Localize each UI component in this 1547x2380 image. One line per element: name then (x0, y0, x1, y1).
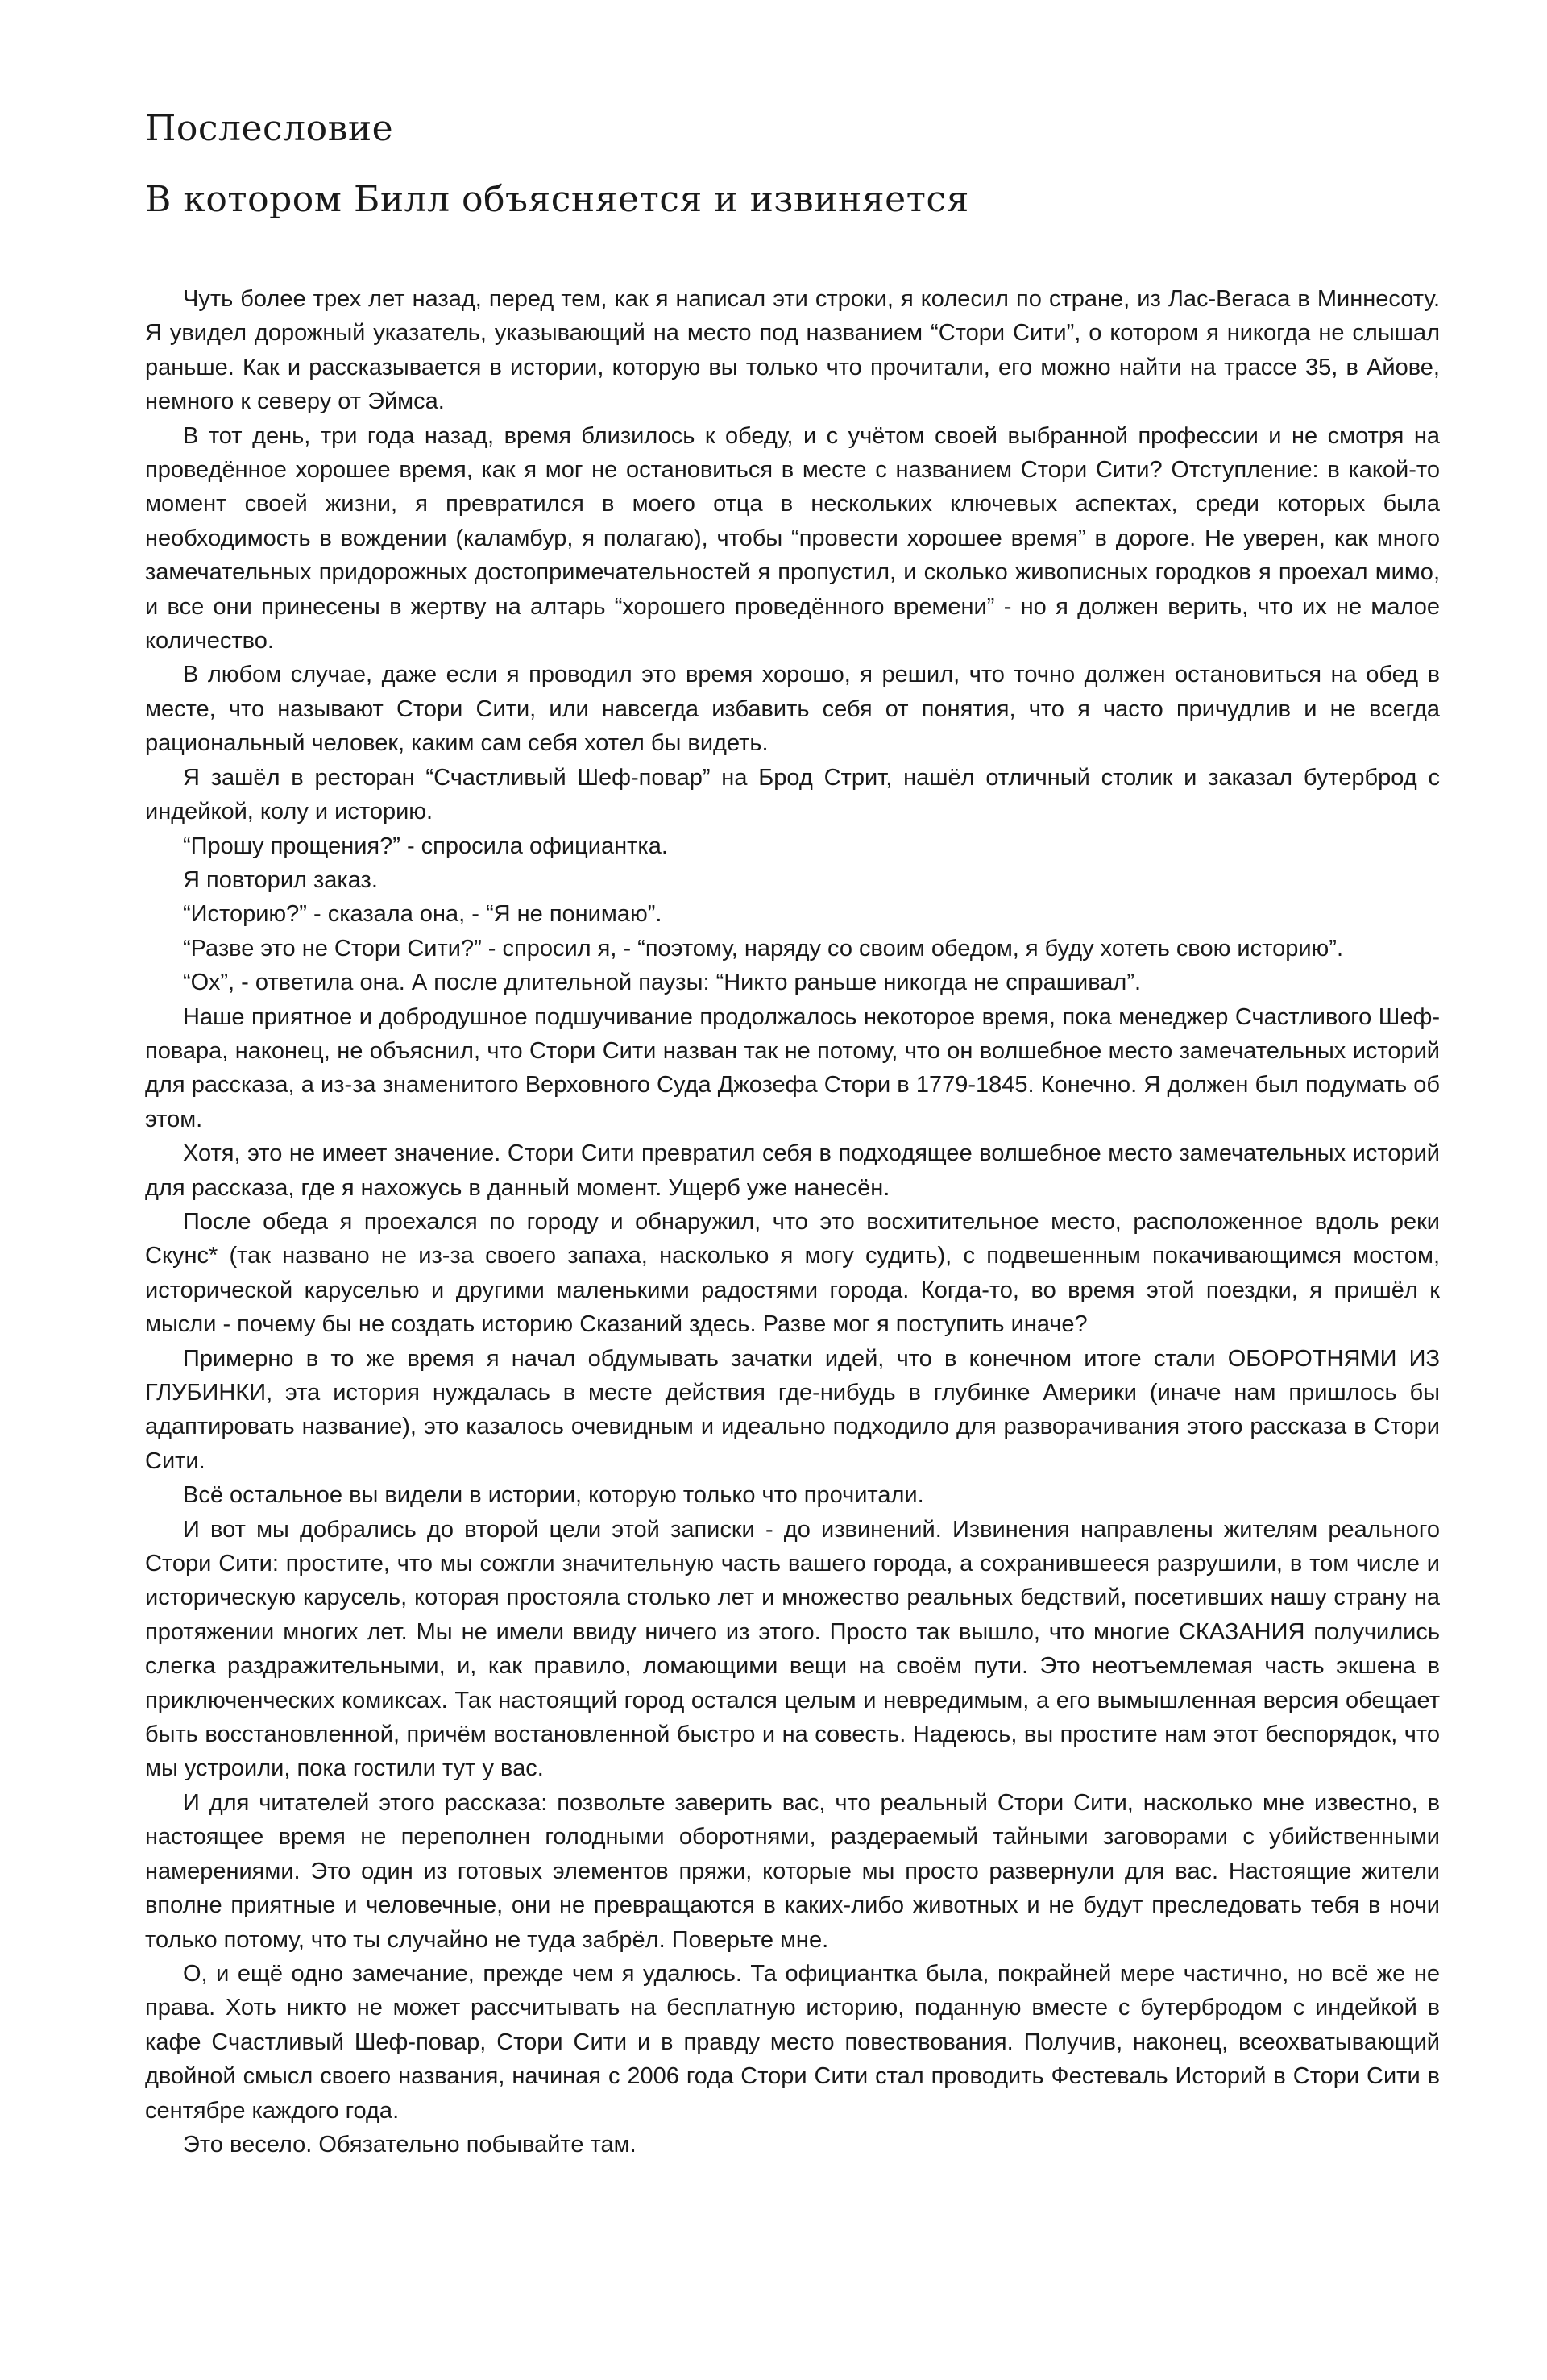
page-subtitle: В котором Билл объясняется и извиняется (145, 179, 969, 220)
body-text (145, 282, 1440, 2162)
paragraph: Я зашёл в ресторан “Счастливый Шеф-повар” на Брод Стрит, нашёл отличный столик и заказал бутерброд с индейкой, колу и историю. (145, 764, 1440, 825)
page-title: Послесловие (145, 108, 394, 149)
paragraph: “Историю?” - сказала она, - “Я не понимаю”. (183, 901, 662, 928)
paragraph: Хотя, это не имеет значение. Стори Сити превратил себя в подходящее волшебное место замечательных историй для рассказа, где я нахожусь в данный момент. Ущерб уже нанесён. (145, 1140, 1440, 1201)
paragraph: И вот мы добрались до второй цели этой записки - до извинений. Извинения направлены жителям реального Стори Сити: простите, что мы сожгли значительную часть вашего города, а сохранившееся разрушили, в том числе и историческую карусель, которая простояла столько лет и множество реальных бедствий, посетивших нашу страну на протяжении многих лет. Мы не имели ввиду ничего из этого. Просто так вышло, что многие СКАЗАНИЯ получились слегка раздражительными, и, как правило, ломающими вещи на своём пути. Это неотъемлемая часть экшена в приключенческих комиксах. Так настоящий город остался целым и невредимым, а его вымышленная версия обещает быть восстановленной, причём востановленной быстро и на совесть. Надеюсь, вы простите нам этот беспорядок, что мы устроили, пока гостили тут у вас. (145, 1516, 1440, 1782)
paragraph: “Разве это не Стори Сити?” - спросил я, - “поэтому, наряду со своим обедом, я буду хотеть свою историю”. (183, 935, 1344, 962)
paragraph: В тот день, три года назад, время близилось к обеду, и с учётом своей выбранной профессии и не смотря на проведённое хорошее время, как я мог не остановиться в месте с названием Стори Сити? Отступление: в какой-то момент своей жизни, я превратился в моего отца в нескольких ключевых аспектах, среди которых была необходимость в вождении (каламбур, я полагаю), чтобы “провести хорошее время” в дороге. Не уверен, как много замечательных придорожных достопримечательностей я пропустил, и сколько живописных городков я проехал мимо, и все они принесены в жертву на алтарь “хорошего проведённого времени” - но я должен верить, что их не малое количество. (145, 422, 1440, 654)
paragraph: Чуть более трех лет назад, перед тем, как я написал эти строки, я колесил по стране, из Лас-Вегаса в Миннесоту. Я увидел дорожный указатель, указывающий на место под названием “Стори Сити”, о котором я никогда не слышал раньше. Как и рассказывается в истории, которую вы только что прочитали, его можно найти на трассе 35, в Айове, немного к северу от Эймса. (145, 286, 1440, 415)
paragraph: Это весело. Обязательно побывайте там. (183, 2131, 637, 2158)
paragraph: Наше приятное и добродушное подшучивание продолжалось некоторое время, пока менеджер Счастливого Шеф-повара, наконец, не объяснил, что Стори Сити назван так не потому, что он волшебное место замечательных историй для рассказа, а из-за знаменитого Верховного Суда Джозефа Стори в 1779-1845. Конечно. Я должен был подумать об этом. (145, 1003, 1440, 1132)
paragraph: “Прошу прощения?” - спросила официантка. (183, 833, 668, 859)
paragraph: Примерно в то же время я начал обдумывать зачатки идей, что в конечном итоге стали ОБОРОТНЯМИ ИЗ ГЛУБИНКИ, эта история нуждалась в месте действия где-нибудь в глубинке Америки (иначе нам пришлось бы адаптировать название), это казалось очевидным и идеально подходило для разворачивания этого рассказа в Стори Сити. (145, 1345, 1440, 1474)
paragraph: В любом случае, даже если я проводил это время хорошо, я решил, что точно должен остановиться на обед в месте, что называют Стори Сити, или навсегда избавить себя от понятия, что я часто причудлив и не всегда рациональный человек, каким сам себя хотел бы видеть. (145, 662, 1440, 757)
paragraph: И для читателей этого рассказа: позвольте заверить вас, что реальный Стори Сити, насколько мне известно, в настоящее время не переполнен голодными оборотнями, раздераемый тайными заговорами с убийственными намерениями. Это один из готовых элементов пряжи, которые мы просто развернули для вас. Настоящие жители вполне приятные и человечные, они не превращаются в каких-либо животных и не будут преследовать тебя в ночи только потому, что ты случайно не туда забрёл. Поверьте мне. (145, 1789, 1440, 1953)
paragraph: “Ох”, - ответила она. А после длительной паузы: “Никто раньше никогда не спрашивал”. (183, 970, 1142, 996)
paragraph: О, и ещё одно замечание, прежде чем я удалюсь. Та официантка была, покрайней мере частично, но всё же не права. Хоть никто не может рассчитывать на бесплатную историю, поданную вместе с бутербродом с индейкой в кафе Счастливый Шеф-повар, Стори Сити и в правду место повествования. Получив, наконец, всеохватывающий двойной смысл своего названия, начиная с 2006 года Стори Сити стал проводить Фестеваль Историй в Стори Сити в сентябре каждого года. (145, 1960, 1440, 2124)
paragraph: После обеда я проехался по городу и обнаружил, что это восхитительное место, расположенное вдоль реки Скунс* (так названо не из-за своего запаха, насколько я могу судить), с подвешенным покачивающимся мостом, исторической каруселью и другими маленькими радостями города. Когда-то, во время этой поездки, я пришёл к мысли - почему бы не создать историю Сказаний здесь. Разве мог я поступить иначе? (145, 1208, 1440, 1338)
paragraph: Я повторил заказ. (183, 866, 378, 893)
paragraph: Всё остальное вы видели в истории, которую только что прочитали. (183, 1482, 924, 1509)
